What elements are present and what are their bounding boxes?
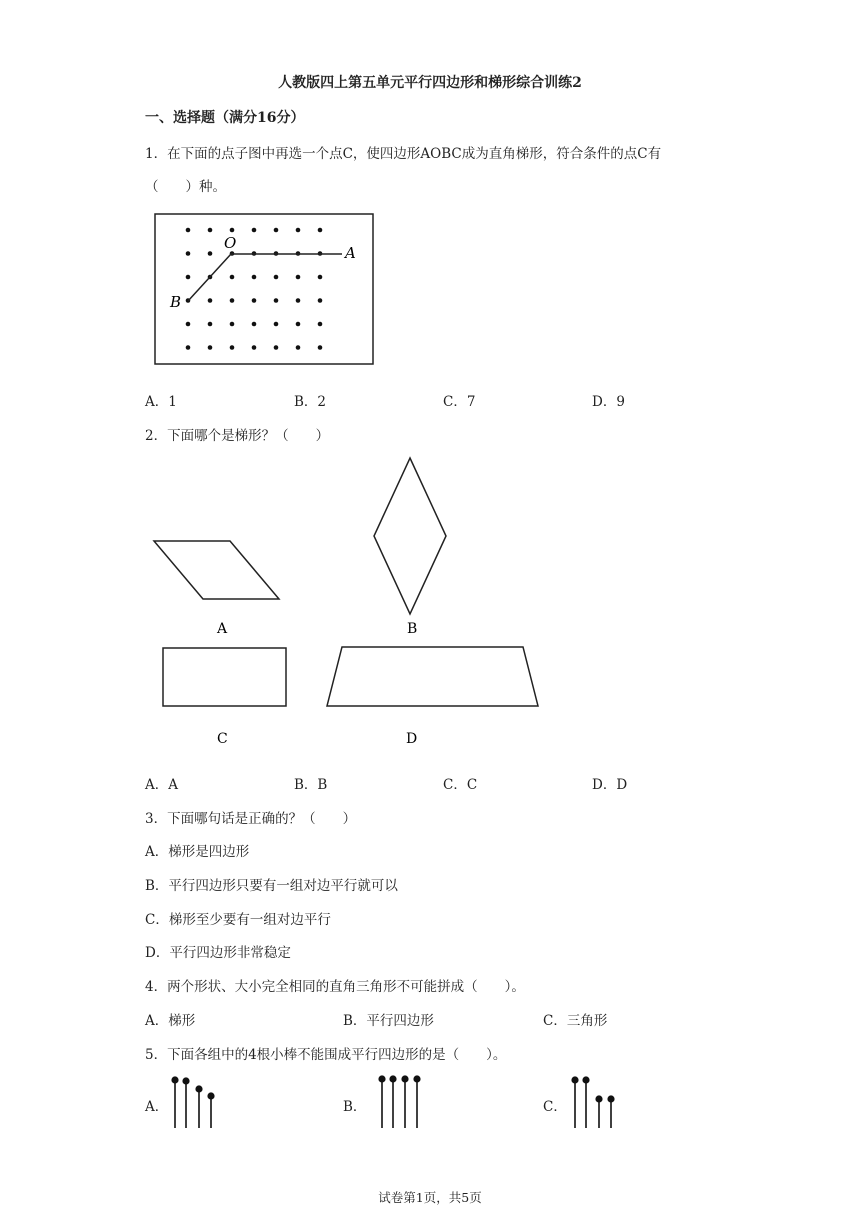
q4-option-a: A．梯形 (145, 1013, 196, 1029)
q3-choice-d: D．平行四边形非常稳定 (145, 945, 291, 961)
dot-grid-figure (150, 208, 380, 370)
grid-dot (252, 275, 257, 280)
point-o-label: O (224, 234, 237, 252)
grid-dot (296, 322, 301, 327)
grid-dot (252, 228, 257, 233)
stick-head (171, 1076, 178, 1083)
grid-dot (252, 322, 257, 327)
question-1-text-line1: 1．在下面的点子图中再选一个点C，使四边形AOBC成为直角梯形，符合条件的点C有 (145, 146, 662, 162)
q2-option-b: B．B (294, 777, 328, 793)
grid-dot (230, 298, 235, 303)
dot-grid-frame (155, 214, 373, 364)
grid-dot (274, 298, 279, 303)
stick-head (378, 1075, 385, 1082)
q5-option-a: A． (145, 1099, 169, 1115)
grid-dot (274, 322, 279, 327)
grid-dot (186, 275, 191, 280)
stick-head (607, 1095, 614, 1102)
grid-dot (274, 228, 279, 233)
grid-dot (208, 228, 213, 233)
grid-dot (296, 275, 301, 280)
q4-option-b: B．平行四边形 (343, 1013, 434, 1029)
stick-head (401, 1075, 408, 1082)
figure-label-a: A (217, 621, 228, 637)
grid-dot (274, 275, 279, 280)
grid-dot (186, 322, 191, 327)
figure-label-d: D (406, 731, 418, 747)
grid-dot (230, 322, 235, 327)
q3-choice-a: A．梯形是四边形 (145, 844, 250, 860)
q3-choice-b: B．平行四边形只要有一组对边平行就可以 (145, 878, 398, 894)
grid-dot (208, 251, 213, 256)
q2-option-d: D．D (592, 777, 628, 793)
q1-option-b: B．2 (294, 394, 327, 410)
question-4-text: 4．两个形状、大小完全相同的直角三角形不可能拼成（ ）。 (145, 979, 525, 995)
grid-dot (230, 275, 235, 280)
q5-option-b: B． (343, 1099, 367, 1115)
grid-dot (186, 345, 191, 350)
rhombus-shape-b (374, 458, 446, 614)
grid-dot (252, 345, 257, 350)
grid-dot (296, 298, 301, 303)
q5-option-c: C． (543, 1099, 567, 1115)
grid-dot (208, 322, 213, 327)
stick-head (582, 1076, 589, 1083)
grid-dot (186, 228, 191, 233)
stick-head (389, 1075, 396, 1082)
q3-choice-c: C．梯形至少要有一组对边平行 (145, 912, 331, 928)
q4-option-c: C．三角形 (543, 1013, 608, 1029)
point-a-label: A (345, 244, 356, 262)
stick-head (207, 1092, 214, 1099)
grid-dot (318, 275, 323, 280)
grid-dot (186, 251, 191, 256)
sticks-group-c (565, 1072, 620, 1132)
question-5-text: 5．下面各组中的4根小棒不能围成平行四边形的是（ ）。 (145, 1047, 507, 1063)
trapezoid-shape-d (327, 647, 538, 706)
grid-dot (318, 298, 323, 303)
parallelogram-shape-a (154, 541, 279, 599)
grid-dot (296, 345, 301, 350)
stick-head (571, 1076, 578, 1083)
stick-head (195, 1085, 202, 1092)
stick-head (595, 1095, 602, 1102)
grid-dot (208, 345, 213, 350)
grid-dot (318, 345, 323, 350)
shapes-figure (145, 452, 555, 752)
q1-option-d: D．9 (592, 394, 625, 410)
q2-option-a: A．A (145, 777, 178, 793)
stick-head (182, 1077, 189, 1084)
question-2-text: 2．下面哪个是梯形？（ ） (145, 428, 330, 444)
grid-dot (230, 228, 235, 233)
grid-dot (252, 298, 257, 303)
q1-option-c: C．7 (443, 394, 476, 410)
grid-dot (208, 298, 213, 303)
grid-dot (318, 228, 323, 233)
sticks-group-b (375, 1072, 430, 1132)
page-footer: 试卷第1页，共5页 (378, 1190, 482, 1205)
grid-dot (274, 345, 279, 350)
stick-head (413, 1075, 420, 1082)
grid-dot (230, 345, 235, 350)
section-heading: 一、选择题（满分16分） (145, 110, 305, 126)
grid-dot (296, 228, 301, 233)
q1-option-a: A．1 (145, 394, 177, 410)
q2-option-c: C．C (443, 777, 478, 793)
question-3-text: 3．下面哪句话是正确的？（ ） (145, 811, 357, 827)
figure-label-b: B (407, 621, 418, 637)
grid-dot (318, 322, 323, 327)
sticks-group-a (165, 1072, 220, 1132)
point-b-label: B (170, 293, 182, 311)
question-1-text-line2: （ ）种。 (145, 179, 226, 195)
dot-grid-dots (186, 228, 323, 350)
figure-label-c: C (217, 731, 228, 747)
document-title: 人教版四上第五单元平行四边形和梯形综合训练2 (278, 75, 582, 91)
rectangle-shape-c (163, 648, 286, 706)
